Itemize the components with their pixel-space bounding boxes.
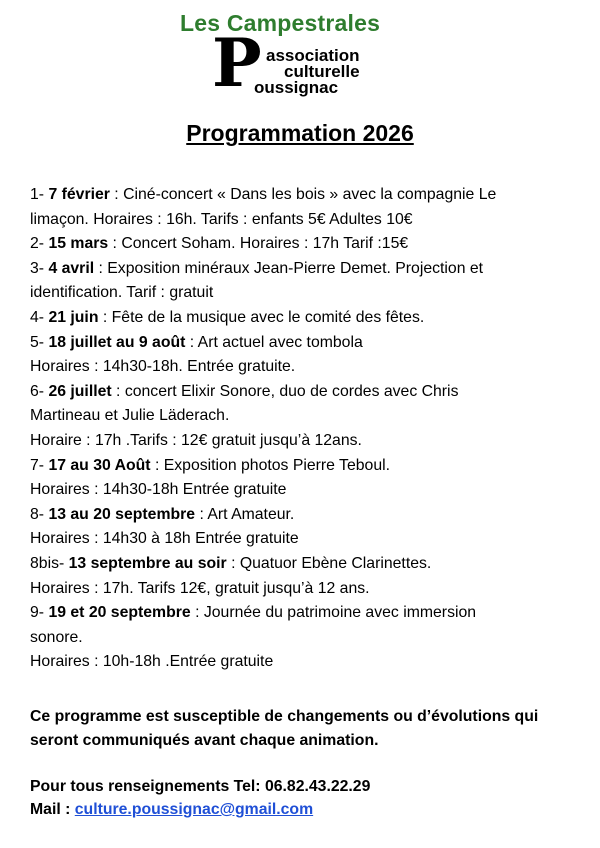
program-line — [30, 380, 590, 405]
program-line — [30, 503, 590, 528]
program-number: 3- — [30, 259, 49, 277]
contact-block — [30, 775, 590, 821]
program-text: : Fête de la musique avec le comité des fêtes. — [98, 308, 425, 326]
program-text: : Art Amateur. — [195, 505, 295, 523]
program-text: Horaires : 14h30-18h. Entrée gratuite. — [30, 358, 296, 376]
program-line — [30, 527, 590, 552]
program-number: 1- — [30, 186, 49, 203]
program-number: 6- — [30, 382, 49, 400]
program-line — [30, 306, 590, 331]
program-line — [30, 208, 590, 233]
program-text: : Journée du patrimoine avec immersion — [190, 604, 477, 622]
mail-label: Mail : — [30, 801, 75, 818]
program-date: 19 et 20 septembre — [48, 604, 191, 622]
program-line — [30, 552, 590, 577]
program-number: 5- — [30, 333, 49, 351]
program-text: : Exposition photos Pierre Teboul. — [150, 456, 390, 474]
program-number: 7- — [30, 456, 49, 474]
program-text: : Concert Soham. Horaires : 17h Tarif :15€ — [108, 235, 409, 253]
program-line — [30, 478, 590, 503]
program-line — [30, 331, 590, 356]
program-date: 4 avril — [48, 259, 95, 277]
notice — [30, 705, 590, 753]
program-date: 21 juin — [48, 308, 99, 326]
program-text: Horaires : 10h-18h .Entrée gratuite — [30, 653, 274, 671]
logo-title: Les Campestrales — [180, 10, 381, 36]
program-number: 8bis- — [30, 554, 69, 572]
program-text: : Quatuor Ebène Clarinettes. — [226, 554, 432, 572]
program-line — [30, 257, 590, 282]
program-line — [30, 626, 590, 651]
program-date: 7 février — [48, 186, 110, 203]
logo-line-culturelle: culturelle — [284, 62, 360, 81]
program-line — [30, 577, 590, 602]
program-text: Horaires : 14h30-18h Entrée gratuite — [30, 481, 287, 499]
program-line — [30, 650, 590, 675]
email-link[interactable]: culture.poussignac@gmail.com — [74, 801, 314, 818]
program-text: Martineau et Julie Läderach. — [30, 407, 230, 425]
notice-line: seront communiqués avant chaque animation. — [30, 732, 379, 749]
logo-line-association: association — [266, 46, 360, 65]
program-date: 15 mars — [48, 235, 109, 253]
program-text: Horaires : 14h30 à 18h Entrée gratuite — [30, 530, 299, 548]
program-text: : Ciné-concert « Dans les bois » avec la compagnie Le — [109, 186, 497, 203]
program-text: : concert Elixir Sonore, duo de cordes avec Chris — [111, 382, 459, 400]
program-list — [30, 183, 590, 675]
program-text: identification. Tarif : gratuit — [30, 284, 214, 302]
program-line — [30, 601, 590, 626]
program-number: 2- — [30, 235, 49, 253]
program-date: 26 juillet — [48, 382, 112, 400]
page-title-wrapper — [0, 120, 600, 147]
logo-letter: P — [212, 24, 262, 102]
program-text: sonore. — [30, 628, 83, 646]
program-number: 8- — [30, 505, 49, 523]
notice-line: Ce programme est susceptible de changements ou d’évolutions qui — [30, 708, 539, 725]
program-date: 18 juillet au 9 août — [48, 333, 186, 351]
logo — [170, 8, 400, 100]
phone-line: Pour tous renseignements Tel: 06.82.43.22.29 — [30, 778, 371, 795]
logo-line-oussignac: oussignac — [254, 78, 339, 97]
program-text: limaçon. Horaires : 16h. Tarifs : enfants 5€ Adultes 10€ — [30, 210, 413, 228]
mail-line — [30, 798, 590, 821]
program-text: Horaire : 17h .Tarifs : 12€ gratuit jusqu’à 12ans. — [30, 431, 362, 449]
program-number: 9- — [30, 604, 49, 622]
program-text: : Exposition minéraux Jean-Pierre Demet. Projection et — [94, 259, 484, 277]
program-date: 17 au 30 Août — [48, 456, 151, 474]
program-line — [30, 454, 590, 479]
program-line — [30, 281, 590, 306]
program-date: 13 au 20 septembre — [48, 505, 196, 523]
program-date: 13 septembre au soir — [68, 554, 227, 572]
program-line — [30, 183, 590, 208]
program-line — [30, 232, 590, 257]
program-line — [30, 429, 590, 454]
program-text: : Art actuel avec tombola — [185, 333, 363, 351]
program-text: Horaires : 17h. Tarifs 12€, gratuit jusqu’à 12 ans. — [30, 579, 370, 597]
page-title: Programmation 2026 — [186, 120, 414, 146]
program-line — [30, 355, 590, 380]
program-number: 4- — [30, 308, 49, 326]
program-line — [30, 404, 590, 429]
